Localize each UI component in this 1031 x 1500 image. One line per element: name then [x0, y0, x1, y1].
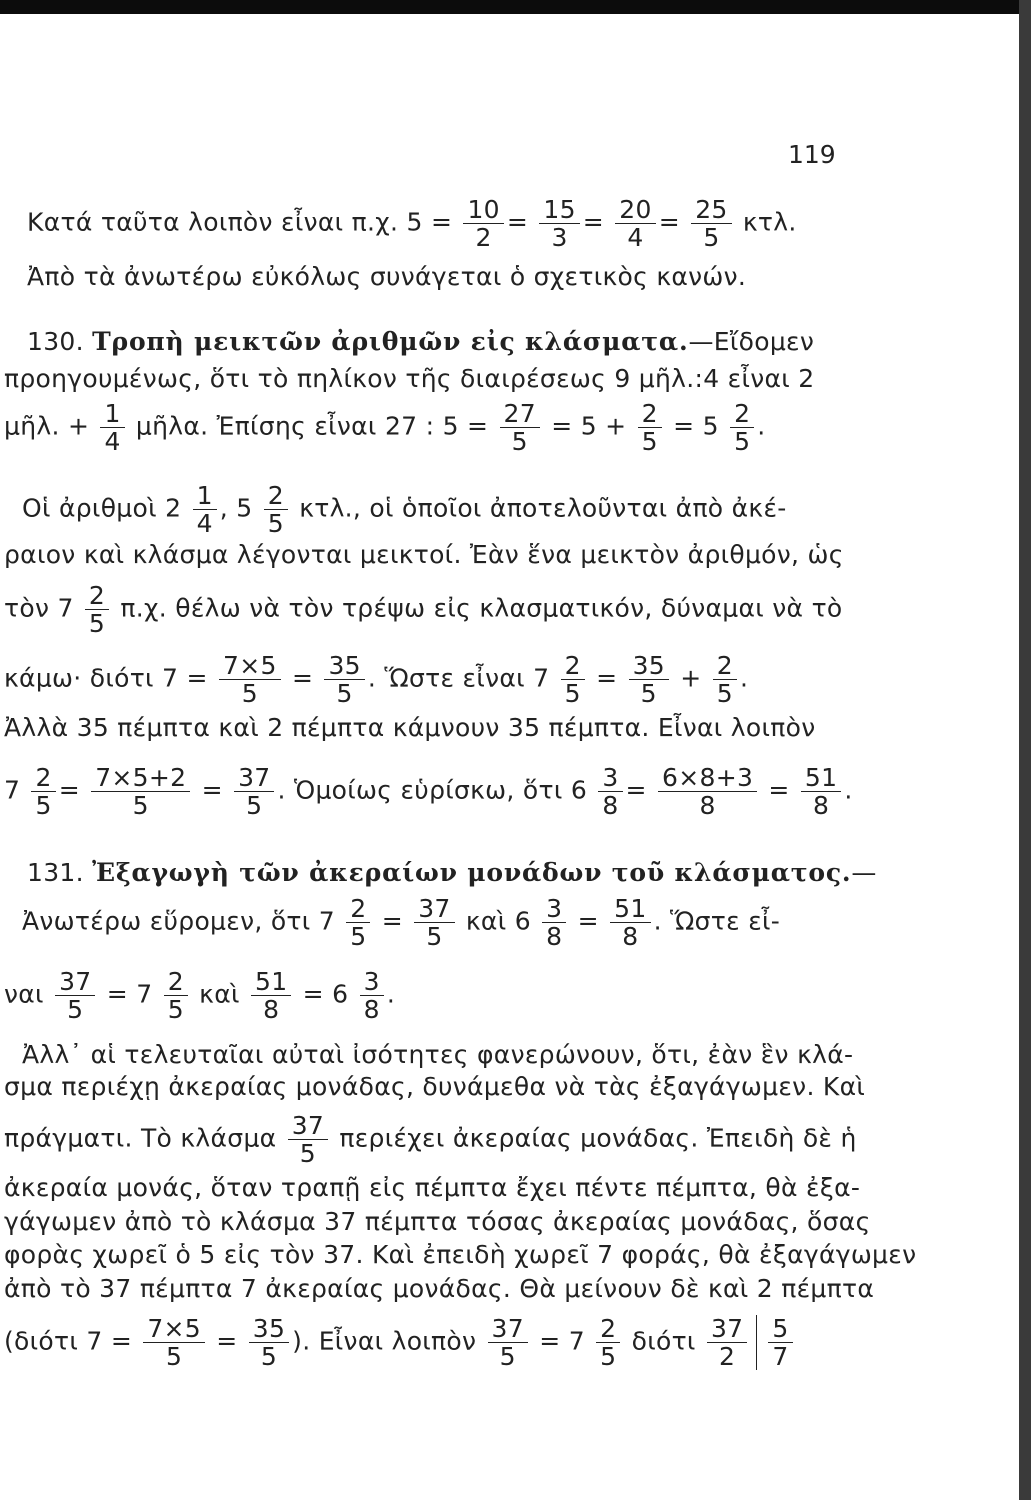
line-10: Ἀλλὰ 35 πέμπτα καὶ 2 πέμπτα κάμνουν 35 πέμπτα. Εἶναι λοιπὸν	[4, 713, 816, 742]
denominator: 5	[267, 509, 284, 538]
line-21: ἀπὸ τὸ 37 πέμπτα 7 ἀκεραίας μονάδας. Θὰ μείνουν δὲ καὶ 2 πέμπτα	[4, 1274, 875, 1303]
numerator: 37	[414, 895, 454, 923]
denominator: 5	[246, 791, 263, 820]
numerator: 2	[596, 1315, 620, 1343]
fraction	[346, 895, 370, 950]
fraction	[264, 482, 288, 537]
text: —	[851, 858, 877, 887]
line-17	[4, 1112, 857, 1167]
denominator: 5	[88, 609, 106, 638]
fraction	[143, 1315, 205, 1370]
fraction	[249, 1315, 289, 1370]
line-5	[4, 400, 766, 455]
fraction	[488, 1315, 528, 1370]
section-title: Ἐξαγωγὴ τῶν ἀκεραίων μονάδων τοῦ κλάσματος.	[92, 858, 852, 887]
divisor-quotient	[768, 1315, 792, 1370]
numerator: 3	[360, 968, 384, 996]
text: . Ὥστε εἶ-	[653, 906, 781, 936]
numerator: 6×8+3	[658, 764, 757, 792]
text: . Ὥστε εἶναι 7	[367, 663, 550, 693]
text: = 5	[673, 411, 719, 441]
numerator: 2	[264, 482, 288, 510]
denominator: 5	[511, 427, 528, 456]
text: ). Εἶναι λοιπὸν	[292, 1326, 477, 1356]
text: =	[577, 906, 599, 936]
fraction	[288, 1112, 328, 1167]
line-14	[4, 968, 395, 1023]
numerator: 3	[598, 764, 622, 792]
scan-right-border	[1019, 0, 1031, 1500]
text: μῆλ. +	[4, 411, 90, 441]
text: καὶ	[199, 979, 240, 1009]
text: =	[768, 775, 790, 805]
text: = 5 +	[551, 411, 627, 441]
fraction	[542, 895, 566, 950]
fraction	[360, 968, 384, 1023]
division-bar	[756, 1315, 795, 1370]
text: = 7	[539, 1326, 585, 1356]
text: = 7	[106, 979, 153, 1009]
fraction	[658, 764, 757, 819]
scan-top-border	[0, 0, 1031, 14]
section-131-heading	[27, 858, 877, 888]
fraction	[629, 652, 669, 707]
fraction	[730, 400, 754, 455]
fraction	[610, 895, 650, 950]
text: καὶ 6	[465, 906, 531, 936]
denominator: 5	[426, 922, 443, 951]
text: .	[739, 663, 749, 693]
denominator: 8	[699, 791, 716, 820]
remainder: 2	[719, 1342, 736, 1371]
text: 7	[4, 775, 21, 805]
line-6	[22, 482, 787, 537]
numerator: 27	[500, 400, 540, 428]
text: .	[844, 775, 853, 805]
fraction	[596, 1315, 620, 1370]
numerator: 7×5	[219, 652, 281, 680]
fraction	[91, 764, 190, 819]
denominator: 4	[196, 509, 213, 538]
fraction	[234, 764, 274, 819]
numerator: 2	[730, 400, 754, 428]
numerator: 35	[629, 652, 669, 680]
section-number: 131.	[27, 858, 84, 887]
denominator: 5	[350, 922, 367, 951]
numerator: 51	[610, 895, 650, 923]
numerator: 51	[251, 968, 291, 996]
fraction	[414, 895, 454, 950]
denominator: 5	[260, 1342, 278, 1371]
denominator: 8	[263, 995, 280, 1024]
text: π.χ. θέλω νὰ τὸν τρέψω εἰς κλασματικόν, δύναμαι νὰ τὸ	[120, 593, 843, 623]
numerator: 2	[85, 582, 109, 610]
line-16: σμα περιέχῃ ἀκεραίας μονάδας, δυνάμεθα νὰ τὰς ἐξαγάγωμεν. Καὶ	[4, 1072, 866, 1101]
line-1: Κατά ταῦτα λοιπὸν εἶναι π.χ. 5 = $\frac{10}{2}$ = $\frac{15}{3}$ = $\frac{20}{4}$ = $\frac{25}{5}$ κτλ.	[27, 195, 797, 252]
denominator: 8	[363, 995, 380, 1024]
section-title: Τροπὴ μεικτῶν ἀριθμῶν εἰς κλάσματα.	[92, 327, 689, 356]
numerator: 2	[713, 652, 737, 680]
text: .	[386, 979, 396, 1009]
fraction	[193, 482, 217, 537]
numerator: 10	[463, 196, 503, 224]
line-18: ἀκεραία μονάς, ὅταν τραπῇ εἰς πέμπτα ἔχει πέντε πέμπτα, θὰ ἐξα-	[4, 1173, 861, 1202]
text: πράγματι. Τὸ κλάσμα	[4, 1123, 277, 1153]
line-7: ραιον καὶ κλάσμα λέγονται μεικτοί. Ἐὰν ἕνα μεικτὸν ἀριθμόν, ὡς	[4, 540, 844, 569]
text: =	[58, 775, 80, 805]
denominator: 8	[622, 922, 639, 951]
numerator: 25	[691, 196, 731, 224]
denominator: 5	[241, 679, 258, 708]
text: κάμω· διότι 7 =	[4, 663, 208, 693]
denominator: 5	[564, 679, 581, 708]
fraction	[561, 652, 585, 707]
text: =	[216, 1326, 238, 1356]
text: (διότι 7 =	[4, 1326, 133, 1356]
text: μῆλα. Ἐπίσης εἶναι 27 : 5 =	[135, 411, 489, 441]
denominator: 5	[167, 995, 184, 1024]
denominator: 4	[104, 427, 121, 456]
text: κτλ.	[742, 207, 797, 237]
line-4: προηγουμένως, ὅτι τὸ πηλίκον τῆς διαιρέσεως 9 μῆλ.:4 εἶναι 2	[4, 364, 815, 393]
denominator: 5	[716, 679, 733, 708]
numerator: 20	[615, 196, 655, 224]
text: +	[680, 663, 702, 693]
numerator: 7×5+2	[91, 764, 190, 792]
denominator: 5	[35, 791, 52, 820]
text: Κατά ταῦτα λοιπὸν εἶναι π.χ. 5 =	[27, 207, 453, 237]
numerator: 37	[488, 1315, 528, 1343]
quotient: 7	[772, 1342, 789, 1371]
denominator: 5	[641, 427, 658, 456]
text: περιέχει ἀκεραίας μονάδας. Ἐπειδὴ δὲ ἡ	[339, 1123, 857, 1153]
denominator: 3	[551, 223, 568, 252]
page-number: 119	[788, 140, 836, 169]
fraction	[31, 764, 55, 819]
text: τὸν 7	[4, 593, 74, 623]
denominator: 8	[813, 791, 830, 820]
denominator: 8	[546, 922, 563, 951]
fraction	[539, 196, 579, 251]
numerator: 2	[164, 968, 188, 996]
fraction	[463, 196, 503, 251]
numerator: 37	[234, 764, 274, 792]
denominator: 5	[166, 1342, 183, 1371]
line-15: Ἀλλ᾽ αἱ τελευταῖαι αὐταὶ ἰσότητες φανερώνουν, ὅτι, ἐὰν ἓν κλά-	[22, 1040, 854, 1069]
numerator: 35	[249, 1315, 289, 1343]
fraction	[500, 400, 540, 455]
section-number: 130.	[27, 327, 84, 356]
text: =	[381, 906, 403, 936]
line-22	[4, 1315, 796, 1370]
divisor: 5	[768, 1315, 792, 1343]
numerator: 7×5	[143, 1315, 205, 1343]
numerator: 2	[638, 400, 662, 428]
fraction	[324, 652, 364, 707]
numerator: 15	[539, 196, 579, 224]
numerator: 35	[324, 652, 364, 680]
text: Ἀνωτέρω εὕρομεν, ὅτι 7	[22, 906, 335, 936]
text: , 5	[219, 493, 253, 523]
text: =	[201, 775, 223, 805]
section-130-heading	[27, 327, 814, 357]
line-20: φορὰς χωρεῖ ὁ 5 εἰς τὸν 37. Καὶ ἐπειδὴ χωρεῖ 7 φοράς, θὰ ἐξαγάγωμεν	[4, 1240, 917, 1269]
denominator: 5	[600, 1342, 617, 1371]
text: = 6	[302, 979, 349, 1009]
fraction	[85, 582, 109, 637]
fraction	[219, 652, 281, 707]
fraction	[164, 968, 188, 1023]
denominator: 5	[734, 427, 751, 456]
numerator: 3	[542, 895, 566, 923]
line-11	[4, 764, 853, 819]
text: =	[596, 663, 618, 693]
fraction	[638, 400, 662, 455]
text: ναι	[4, 979, 44, 1009]
text: . Ὁμοίως εὑρίσκω, ὅτι 6	[277, 775, 588, 805]
numerator: 37	[288, 1112, 328, 1140]
text: Οἱ ἀριθμοὶ 2	[22, 493, 182, 523]
denominator: 5	[499, 1342, 516, 1371]
denominator: 2	[475, 223, 492, 252]
fraction	[251, 968, 291, 1023]
denominator: 5	[336, 679, 353, 708]
numerator: 2	[346, 895, 370, 923]
text: =	[291, 663, 314, 693]
numerator: 1	[100, 400, 124, 428]
line-19: γάγωμεν ἀπὸ τὸ κλάσμα 37 πέμπτα τόσας ἀκεραίας μονάδας, ὅσας	[4, 1207, 871, 1236]
denominator: 5	[299, 1139, 316, 1168]
text: διότι	[631, 1326, 696, 1356]
fraction	[691, 196, 731, 251]
fraction	[598, 764, 622, 819]
fraction	[615, 196, 655, 251]
denominator: 5	[67, 995, 84, 1024]
text: —Εἴδομεν	[688, 327, 815, 356]
denominator: 4	[627, 223, 644, 252]
denominator: 8	[602, 791, 619, 820]
fraction	[713, 652, 737, 707]
division-dividend-remainder	[707, 1315, 747, 1370]
text: =	[625, 775, 647, 805]
dividend: 37	[707, 1315, 747, 1343]
numerator: 37	[55, 968, 95, 996]
text: κτλ., οἱ ὁποῖοι ἀποτελοῦνται ἀπὸ ἀκέ-	[299, 493, 787, 523]
denominator: 5	[132, 791, 149, 820]
denominator: 5	[703, 223, 720, 252]
fraction	[100, 400, 124, 455]
numerator: 1	[193, 482, 217, 510]
fraction	[801, 764, 841, 819]
numerator: 51	[801, 764, 841, 792]
line-13	[22, 895, 780, 950]
line-2: Ἀπὸ τὰ ἀνωτέρω εὐκόλως συνάγεται ὁ σχετικὸς κανών.	[27, 262, 747, 291]
denominator: 5	[640, 679, 657, 708]
line-9	[4, 652, 748, 707]
fraction	[55, 968, 95, 1023]
numerator: 2	[31, 764, 55, 792]
text: .	[757, 411, 766, 441]
line-8	[4, 582, 843, 637]
numerator: 2	[561, 652, 585, 680]
